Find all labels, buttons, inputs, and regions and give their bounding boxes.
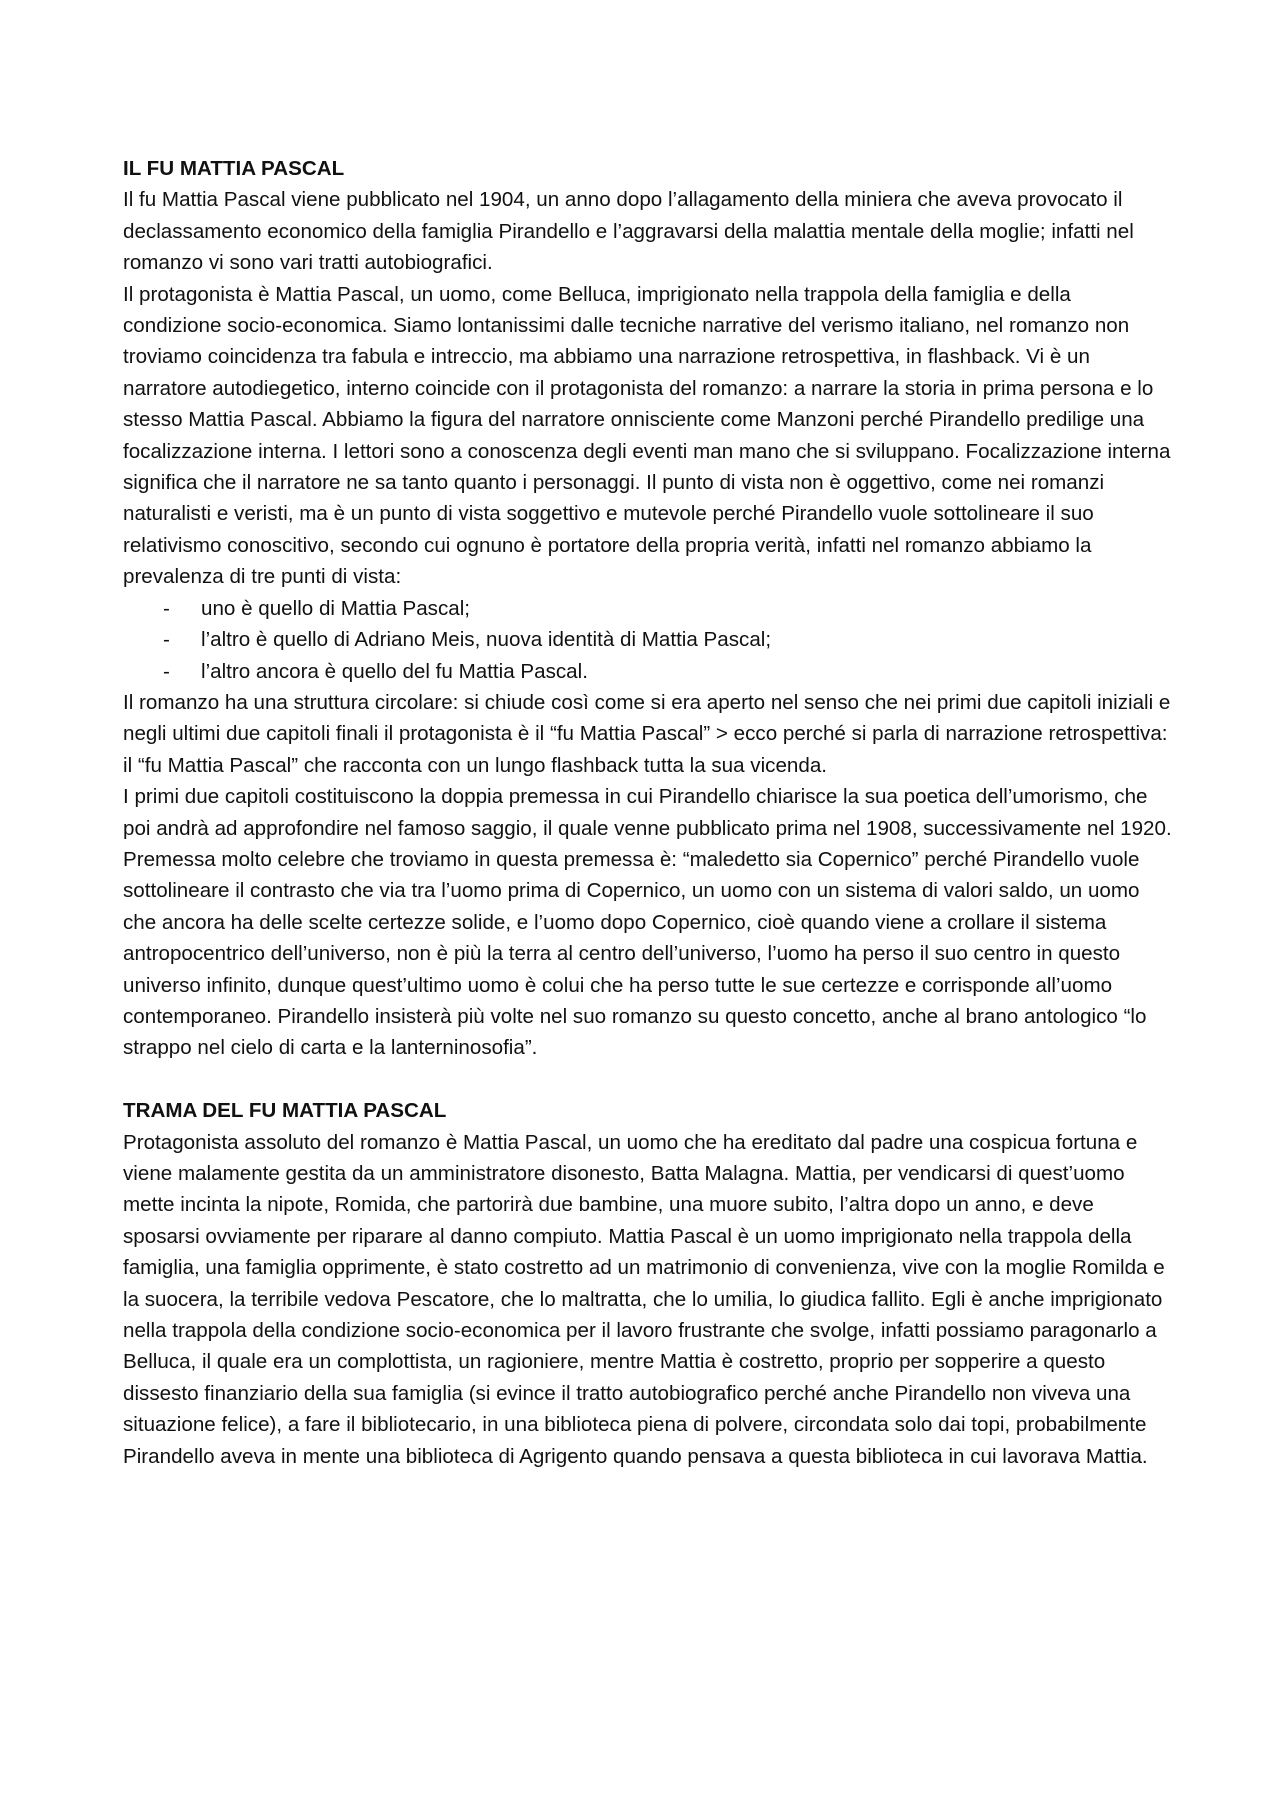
paragraph: Il protagonista è Mattia Pascal, un uomo, come Belluca, imprigionato nella trappola della famiglia e della condizione socio-economica. Siamo lontanissimi dalle tecniche narrative del verismo italiano, nel romanzo non troviamo coincidenza tra fabula e intreccio, ma abbiamo una narrazione retrospettiva, in flashback. Vi è un narratore autodiegetico, interno coincide con il protagonista del romanzo: a narrare la storia in prima persona e lo stesso Mattia Pascal. Abbiamo la figura del narratore onnisciente come Manzoni perché Pirandello predilige una focalizzazione interna. I lettori sono a conoscenza degli eventi man mano che si sviluppano. Focalizzazione interna significa che il narratore ne sa tanto quanto i personaggi. Il punto di vista non è oggettivo, come nei romanzi naturalisti e veristi, ma è un punto di vista soggettivo e mutevole perché Pirandello vuole sottolineare il suo relativismo conoscitivo, secondo cui ognuno è portatore della propria verità, infatti nel romanzo abbiamo la prevalenza di tre punti di vista: (123, 282, 1171, 589)
list-item (123, 656, 1173, 687)
list-item (123, 593, 1173, 624)
list-item-text: l’altro ancora è quello del fu Mattia Pascal. (201, 659, 588, 683)
paragraph: Il fu Mattia Pascal viene pubblicato nel 1904, un anno dopo l’allagamento della miniera che aveva provocato il declassamento economico della famiglia Pirandello e l’aggravarsi della malattia mentale della moglie; infatti nel romanzo vi sono vari tratti autobiografici. (123, 188, 1134, 275)
section-title: TRAMA DEL FU MATTIA PASCAL (123, 1099, 447, 1123)
paragraph: I primi due capitoli costituiscono la doppia premessa in cui Pirandello chiarisce la sua poetica dell’umorismo, che poi andrà ad approfondire nel famoso saggio, il quale venne pubblicato prima nel 1908, successivamente nel 1920. Premessa molto celebre che troviamo in questa premessa è: “maledetto sia Copernico” perché Pirandello vuole sottolineare il contrasto che via tra l’uomo prima di Copernico, un uomo con un sistema di valori saldo, un uomo che ancora ha delle scelte certezze solide, e l’uomo dopo Copernico, cioè quando viene a crollare il sistema antropocentrico dell’universo, non è più la terra al centro dell’universo, l’uomo ha perso il suo centro in questo universo infinito, dunque quest’ultimo uomo è colui che ha perso tutte le sue certezze e corrisponde all’uomo contemporaneo. Pirandello insisterà più volte nel suo romanzo su questo concetto, anche al brano antologico “lo strappo nel cielo di carta e la lanterninosofia”. (123, 785, 1172, 1060)
list-item-text: uno è quello di Mattia Pascal; (201, 596, 471, 620)
paragraph: Protagonista assoluto del romanzo è Mattia Pascal, un uomo che ha ereditato dal padre una cospicua fortuna e viene malamente gestita da un amministratore disonesto, Batta Malagna. Mattia, per vendicarsi di quest’uomo mette incinta la nipote, Romida, che partorirà due bambine, una muore subito, l’altra dopo un anno, e deve sposarsi ovviamente per riparare al danno compiuto. Mattia Pascal è un uomo imprigionato nella trappola della famiglia, una famiglia opprimente, è stato costretto ad un matrimonio di convenienza, vive con la moglie Romilda e la suocera, la terribile vedova Pescatore, che lo maltratta, che lo umilia, lo giudica fallito. Egli è anche imprigionato nella trappola della condizione socio-economica per il lavoro frustrante che svolge, infatti possiamo paragonarlo a Belluca, il quale era un complottista, un ragioniere, mentre Mattia è costretto, proprio per sopperire a questo dissesto finanziario della sua famiglia (si evince il tratto autobiografico perché anche Pirandello non viveva una situazione felice), a fare il bibliotecario, in una biblioteca piena di polvere, circondata solo dai topi, probabilmente Pirandello aveva in mente una biblioteca di Agrigento quando pensava a questa biblioteca in cui lavorava Mattia. (123, 1130, 1165, 1468)
bullet-marker: - (163, 659, 170, 683)
list-item-text: l’altro è quello di Adriano Meis, nuova identità di Mattia Pascal; (201, 628, 772, 652)
bullet-list (123, 593, 1173, 687)
bullet-marker: - (163, 596, 170, 620)
blank-line (123, 1064, 1173, 1095)
document-page (123, 153, 1173, 1472)
paragraph: Il romanzo ha una struttura circolare: si chiude così come si era aperto nel senso che nei primi due capitoli iniziali e negli ultimi due capitoli finali il protagonista è il “fu Mattia Pascal” > ecco perché si parla di narrazione retrospettiva: il “fu Mattia Pascal” che racconta con un lungo flashback tutta la sua vicenda. (123, 690, 1171, 777)
section-title: IL FU MATTIA PASCAL (123, 157, 345, 180)
bullet-marker: - (163, 628, 170, 652)
list-item (123, 624, 1173, 655)
